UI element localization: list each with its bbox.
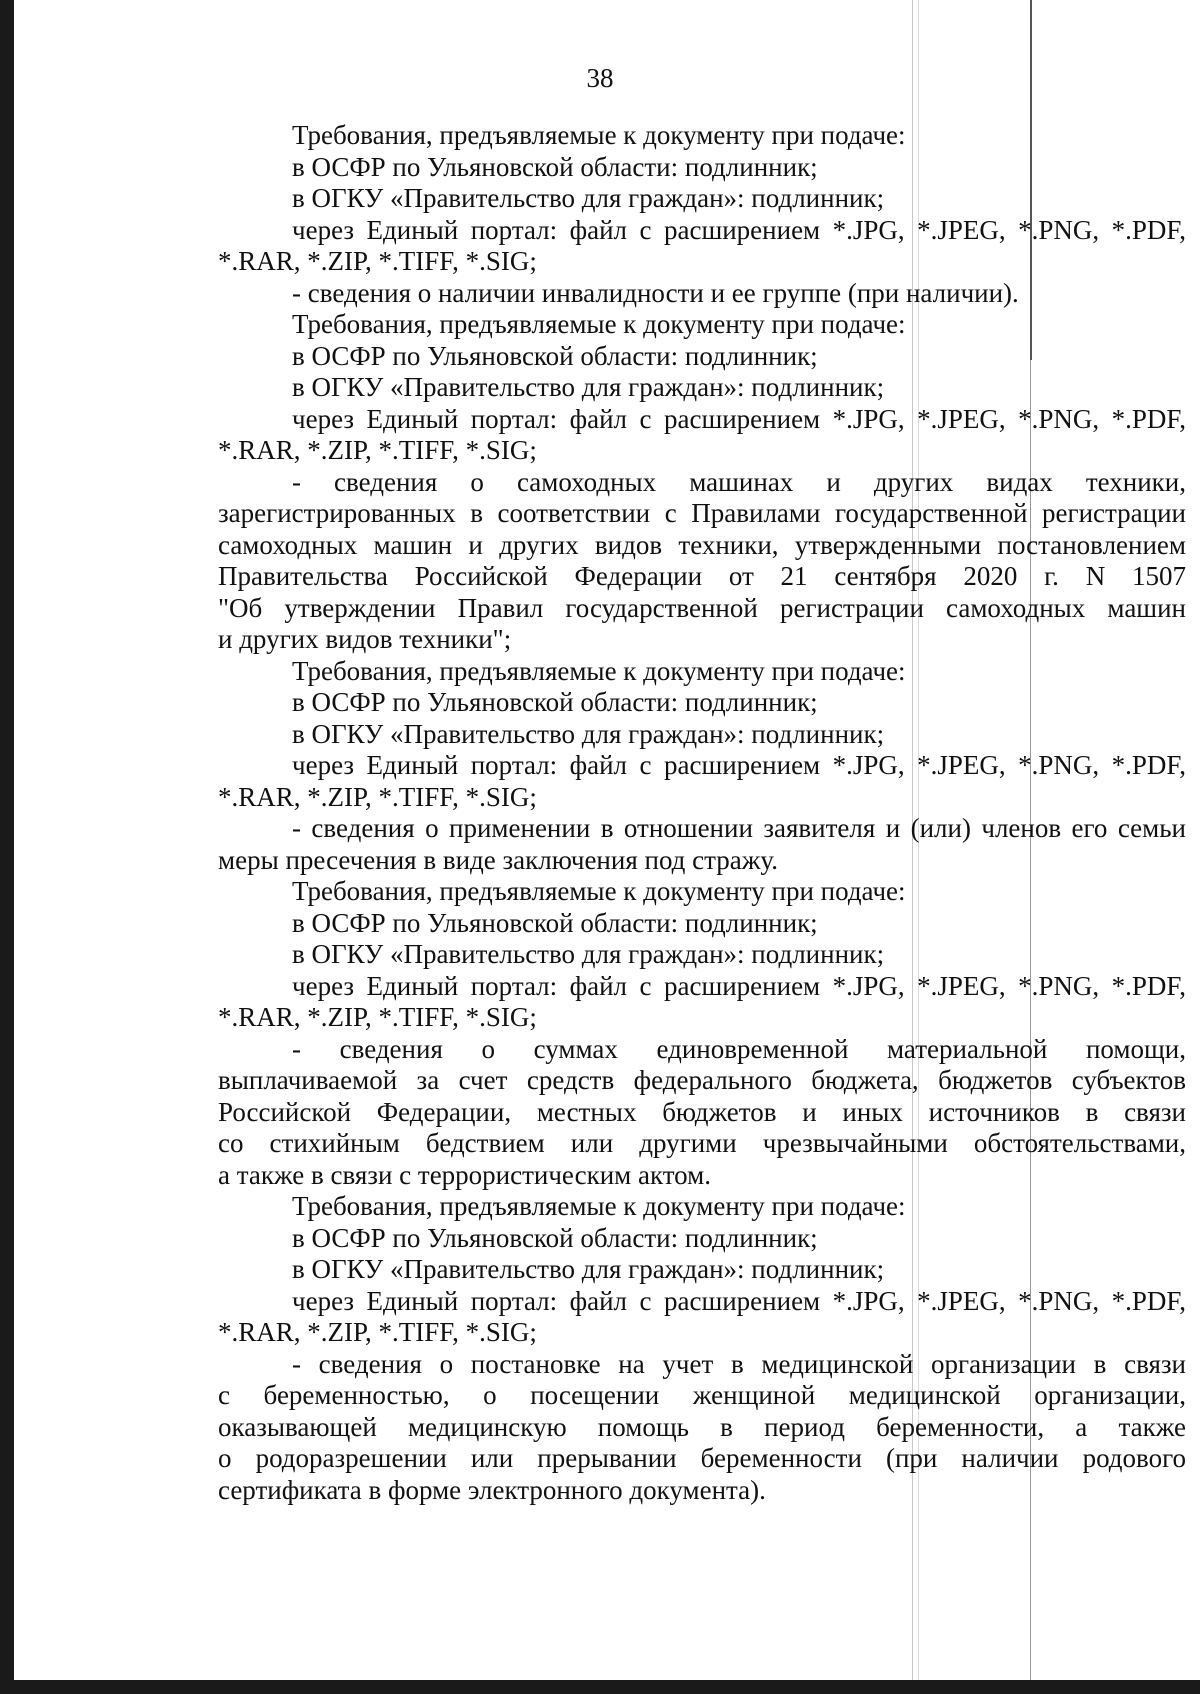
- doc-line: через Единый портал: файл с расширением *.JPG, *.JPEG, *.PNG, *.PDF,: [292, 1285, 1186, 1316]
- doc-line: *.RAR, *.ZIP, *.TIFF, *.SIG;: [218, 246, 537, 276]
- doc-line: через Единый портал: файл с расширением *.JPG, *.JPEG, *.PNG, *.PDF,: [292, 403, 1186, 434]
- doc-line: в ОСФР по Ульяновской области: подлинник;: [292, 340, 818, 371]
- doc-line: зарегистрированных в соответствии с Правилами государственной регистрации: [218, 498, 1186, 528]
- doc-line: сертификата в форме электронного документа).: [218, 1474, 766, 1505]
- doc-line: *.RAR, *.ZIP, *.TIFF, *.SIG;: [218, 1317, 537, 1347]
- doc-line: - сведения о постановке на учет в медицинской организации в связи: [292, 1348, 1186, 1379]
- doc-line: Требования, предъявляемые к документу при подаче:: [292, 876, 906, 906]
- doc-line: выплачиваемой за счет средств федерального бюджета, бюджетов субъектов: [218, 1065, 1186, 1095]
- doc-line: оказывающей медицинскую помощь в период беременности, а также: [218, 1411, 1186, 1442]
- doc-line: "Об утверждении Правил государственной регистрации самоходных машин: [218, 592, 1186, 623]
- doc-line: - сведения о самоходных машинах и других видах техники,: [292, 466, 1186, 497]
- doc-line: и других видов техники";: [218, 624, 512, 654]
- doc-line: в ОГКУ «Правительство для граждан»: подлинник;: [292, 183, 885, 213]
- doc-line: с беременностью, о посещении женщиной медицинской организации,: [218, 1380, 1186, 1410]
- doc-line: Требования, предъявляемые к документу при подаче:: [292, 655, 906, 686]
- page-number: [0, 60, 1200, 96]
- doc-line: Требования, предъявляемые к документу при подаче:: [292, 309, 906, 339]
- doc-line: через Единый портал: файл с расширением *.JPG, *.JPEG, *.PNG, *.PDF,: [292, 214, 1186, 245]
- doc-line: через Единый портал: файл с расширением *.JPG, *.JPEG, *.PNG, *.PDF,: [292, 970, 1186, 1001]
- doc-line: Требования, предъявляемые к документу при подаче:: [292, 1191, 906, 1221]
- doc-line: Правительства Российской Федерации от 21 сентября 2020 г. N 1507: [218, 561, 1186, 591]
- doc-line: в ОСФР по Ульяновской области: подлинник;: [292, 151, 818, 182]
- doc-line: в ОГКУ «Правительство для граждан»: подлинник;: [292, 372, 885, 402]
- scan-border-bottom: [0, 1680, 1200, 1694]
- doc-line: *.RAR, *.ZIP, *.TIFF, *.SIG;: [218, 781, 537, 812]
- doc-line: в ОГКУ «Правительство для граждан»: подлинник;: [292, 939, 885, 969]
- doc-line: Требования, предъявляемые к документу при подаче:: [292, 120, 906, 150]
- doc-line: о родоразрешении или прерывании беременности (при наличии родового: [218, 1443, 1186, 1473]
- doc-line: а также в связи с террористическим актом.: [218, 1159, 711, 1190]
- document-body: [218, 120, 1186, 1506]
- page-number-text: 38: [586, 63, 614, 93]
- doc-line: самоходных машин и других видов техники, утвержденными постановлением: [218, 529, 1186, 560]
- doc-line: - сведения о наличии инвалидности и ее группе (при наличии).: [292, 277, 1019, 308]
- doc-line: со стихийным бедствием или другими чрезвычайными обстоятельствами,: [218, 1128, 1186, 1158]
- doc-line: в ОСФР по Ульяновской области: подлинник;: [292, 1222, 818, 1253]
- doc-line: через Единый портал: файл с расширением *.JPG, *.JPEG, *.PNG, *.PDF,: [292, 750, 1186, 780]
- doc-line: в ОСФР по Ульяновской области: подлинник;: [292, 907, 818, 938]
- doc-line: в ОГКУ «Правительство для граждан»: подлинник;: [292, 718, 885, 749]
- doc-line: - сведения о применении в отношении заявителя и (или) членов его семьи: [292, 813, 1186, 843]
- doc-line: *.RAR, *.ZIP, *.TIFF, *.SIG;: [218, 1002, 537, 1032]
- doc-line: в ОСФР по Ульяновской области: подлинник;: [292, 687, 818, 717]
- doc-line: - сведения о суммах единовременной материальной помощи,: [292, 1033, 1186, 1064]
- doc-line: Российской Федерации, местных бюджетов и иных источников в связи: [218, 1096, 1186, 1127]
- doc-line: *.RAR, *.ZIP, *.TIFF, *.SIG;: [218, 435, 537, 465]
- doc-line: в ОГКУ «Правительство для граждан»: подлинник;: [292, 1254, 885, 1284]
- scan-border-left: [0, 0, 14, 1694]
- doc-line: меры пресечения в виде заключения под стражу.: [218, 844, 778, 875]
